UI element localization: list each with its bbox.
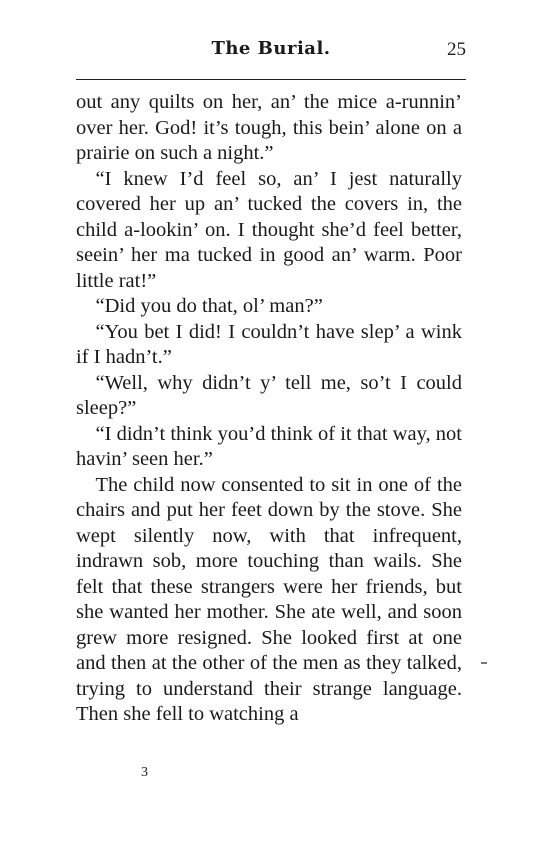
signature-mark: 3 xyxy=(141,765,148,780)
paragraph: “Did you do that, ol’ man?” xyxy=(95,295,323,317)
paragraph: “You bet I did! I couldn’t have slep’ a wink if I hadn’t.” xyxy=(76,320,462,368)
header-rule xyxy=(76,79,466,80)
body-text xyxy=(76,90,462,728)
paragraph: “I knew I’d feel so, an’ I jest naturally covered her up an’ tucked the covers in, the child a-lookin’ on. I thought she’d feel better, seein’ her ma tucked in good an’ warm. Poor little rat!” xyxy=(76,167,462,292)
paragraph: The child now consented to sit in one of the chairs and put her feet down by the stove. She wept silently now, with that infrequent, indrawn sob, more touching than wails. She felt that these strangers were her friends, but she wanted her mother. She ate well, and soon grew more resigned. She looked first at one and then at the other of the men as they talked, trying to understand their strange language. Then she fell to watching a xyxy=(76,473,462,725)
page-header xyxy=(76,34,466,74)
paragraph: out any quilts on her, an’ the mice a-runnin’ over her. God! it’s tough, this bein’ alone on a prairie on such a night.” xyxy=(76,91,462,164)
page-number: 25 xyxy=(447,39,466,60)
margin-speck xyxy=(481,662,487,664)
paragraph: “I didn’t think you’d think of it that way, not havin’ seen her.” xyxy=(76,422,462,470)
paragraph: “Well, why didn’t y’ tell me, so’t I could sleep?” xyxy=(76,371,462,419)
running-title: The Burial. xyxy=(211,38,331,59)
